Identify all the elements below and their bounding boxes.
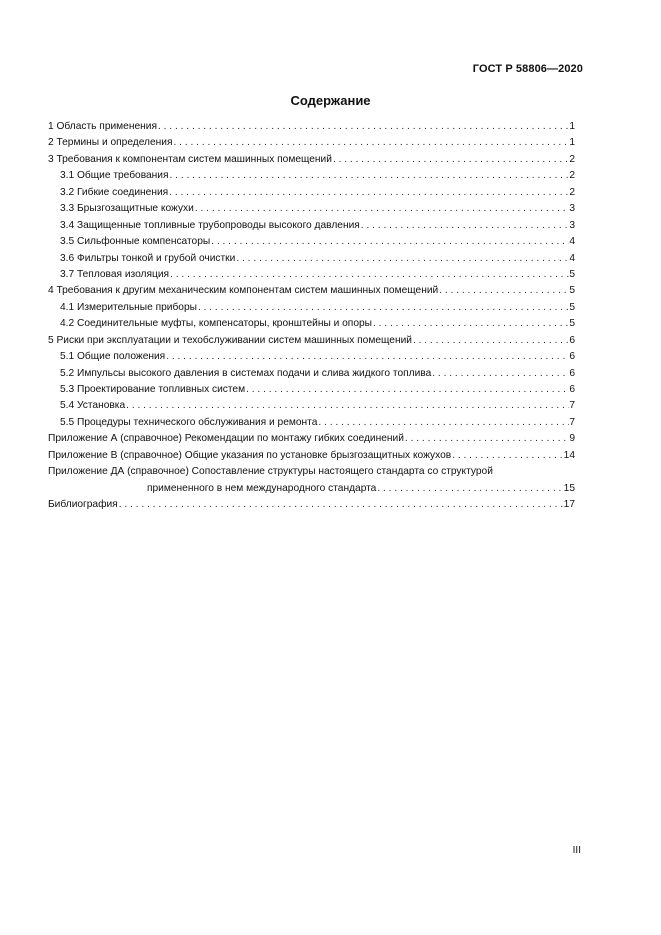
- page-number: III: [572, 845, 581, 856]
- toc-entry-label: 3.4 Защищенные топливные трубопроводы высокого давления: [60, 219, 360, 231]
- toc-entry-label: Приложение ДА (справочное) Сопоставление структуры настоящего стандарта со структурой: [48, 466, 493, 478]
- toc-entry-page: 5: [569, 268, 575, 280]
- toc-title: Содержание: [290, 93, 371, 108]
- toc-entry-page: 17: [563, 499, 575, 511]
- toc-entry[interactable]: [48, 366, 575, 382]
- toc-entry-label: 2 Термины и определения: [48, 137, 173, 149]
- dot-leader: [376, 481, 563, 497]
- toc-entry-page: 6: [569, 351, 575, 363]
- toc-entry-label: 5.4 Установка: [60, 400, 126, 412]
- dot-leader: [169, 168, 570, 184]
- dot-leader: [197, 300, 569, 316]
- toc-entry-page: 3: [569, 219, 575, 231]
- toc-entry-page: 2: [569, 170, 575, 182]
- dot-leader: [172, 135, 569, 151]
- dot-leader: [332, 152, 569, 168]
- toc-entry-page: 7: [569, 400, 575, 412]
- toc-entry-page: 3: [569, 203, 575, 215]
- toc-entry-label: Библиография: [48, 499, 118, 511]
- toc-entry[interactable]: [48, 251, 575, 267]
- toc-entry-continuation: [48, 481, 575, 497]
- dot-leader: [360, 218, 570, 234]
- toc-entry[interactable]: [48, 119, 575, 135]
- toc-entry-page: 5: [569, 285, 575, 297]
- toc-entry-label: 3.5 Сильфонные компенсаторы: [60, 236, 211, 248]
- toc-entry-label: 3.6 Фильтры тонкой и грубой очистки: [60, 252, 236, 264]
- dot-leader: [235, 251, 569, 267]
- toc-entry-page: 5: [569, 318, 575, 330]
- toc-entry-label: 3.2 Гибкие соединения: [60, 186, 169, 198]
- dot-leader: [165, 349, 569, 365]
- toc-entry-label: Приложение А (справочное) Рекомендации по монтажу гибких соединений: [48, 433, 404, 445]
- toc-entry-page: 9: [569, 433, 575, 445]
- dot-leader: [194, 201, 569, 217]
- dot-leader: [169, 267, 569, 283]
- dot-leader: [168, 185, 569, 201]
- toc-entry-page: 4: [569, 252, 575, 264]
- toc-entry-page: 4: [569, 236, 575, 248]
- toc-entry-label: 3 Требования к компонентам систем машинных помещений: [48, 153, 332, 165]
- toc-entry-label: 5.1 Общие положения: [60, 351, 166, 363]
- toc-entry[interactable]: [48, 283, 575, 299]
- toc-entry-label: 5 Риски при эксплуатации и техобслуживании систем машинных помещений: [48, 334, 412, 346]
- toc-entry[interactable]: [48, 185, 575, 201]
- document-id: ГОСТ Р 58806—2020: [472, 63, 583, 75]
- dot-leader: [317, 415, 569, 431]
- toc-entry-label: 5.5 Процедуры технического обслуживания и ремонта: [60, 416, 318, 428]
- toc-entry[interactable]: [48, 415, 575, 431]
- dot-leader: [157, 119, 569, 135]
- toc-entry[interactable]: [48, 349, 575, 365]
- toc-entry[interactable]: [48, 316, 575, 332]
- toc-entry-page: 6: [569, 334, 575, 346]
- dot-leader: [210, 234, 569, 250]
- toc-entry-label: 3.3 Брызгозащитные кожухи: [60, 203, 194, 215]
- dot-leader: [438, 283, 569, 299]
- toc-entry-label: 1 Область применения: [48, 121, 157, 132]
- toc-entry-label: 4.2 Соединительные муфты, компенсаторы, кронштейны и опоры: [60, 318, 372, 330]
- toc-entry-page: 1: [569, 137, 575, 149]
- toc-entry[interactable]: [48, 218, 575, 234]
- toc-entry[interactable]: [48, 201, 575, 217]
- toc-entry-label: 5.3 Проектирование топливных систем: [60, 384, 246, 395]
- toc-entry-page: 5: [569, 301, 575, 313]
- toc-entry-label: 3.7 Тепловая изоляция: [60, 268, 170, 280]
- toc-entry-label: 3.1 Общие требования: [60, 170, 169, 182]
- dot-leader: [118, 497, 564, 513]
- toc-entry[interactable]: [48, 234, 575, 250]
- dot-leader: [404, 431, 569, 447]
- toc-entry[interactable]: [48, 135, 575, 151]
- toc-entry[interactable]: [48, 398, 575, 414]
- toc-entry-page: 15: [563, 482, 575, 494]
- toc-entry-page: 1: [569, 121, 575, 132]
- toc-entry[interactable]: [48, 448, 575, 464]
- toc-entry-page: 2: [569, 153, 575, 165]
- toc-entry-page: 6: [569, 384, 575, 395]
- toc-entry-page: 7: [569, 416, 575, 428]
- toc-entry-label: 4.1 Измерительные приборы: [60, 301, 197, 313]
- dot-leader: [125, 398, 569, 414]
- toc-entry[interactable]: [48, 333, 575, 349]
- toc-entry[interactable]: [48, 168, 575, 184]
- dot-leader: [412, 333, 569, 349]
- dot-leader: [431, 366, 569, 382]
- table-of-contents: [48, 119, 575, 514]
- toc-entry-label: Приложение В (справочное) Общие указания по установке брызгозащитных кожухов: [48, 449, 452, 461]
- toc-entry[interactable]: [48, 152, 575, 168]
- dot-leader: [451, 448, 563, 464]
- toc-entry-page: 2: [569, 186, 575, 198]
- toc-entry-label-continued: примененного в нем международного стандарта: [147, 482, 377, 494]
- dot-leader: [372, 316, 569, 332]
- toc-entry-page: 6: [569, 367, 575, 379]
- toc-entry-page: 14: [563, 449, 575, 461]
- toc-entry-annex-da[interactable]: [48, 464, 575, 497]
- toc-entry-label: 5.2 Импульсы высокого давления в системах подачи и слива жидкого топлива: [60, 367, 432, 379]
- toc-entry-bibliography[interactable]: [48, 497, 575, 513]
- toc-entry[interactable]: [48, 431, 575, 447]
- toc-entry[interactable]: [48, 300, 575, 316]
- toc-entry-label: 4 Требования к другим механическим компонентам систем машинных помещений: [48, 285, 439, 297]
- toc-entry[interactable]: [48, 382, 575, 398]
- dot-leader: [245, 382, 569, 398]
- toc-entry[interactable]: [48, 267, 575, 283]
